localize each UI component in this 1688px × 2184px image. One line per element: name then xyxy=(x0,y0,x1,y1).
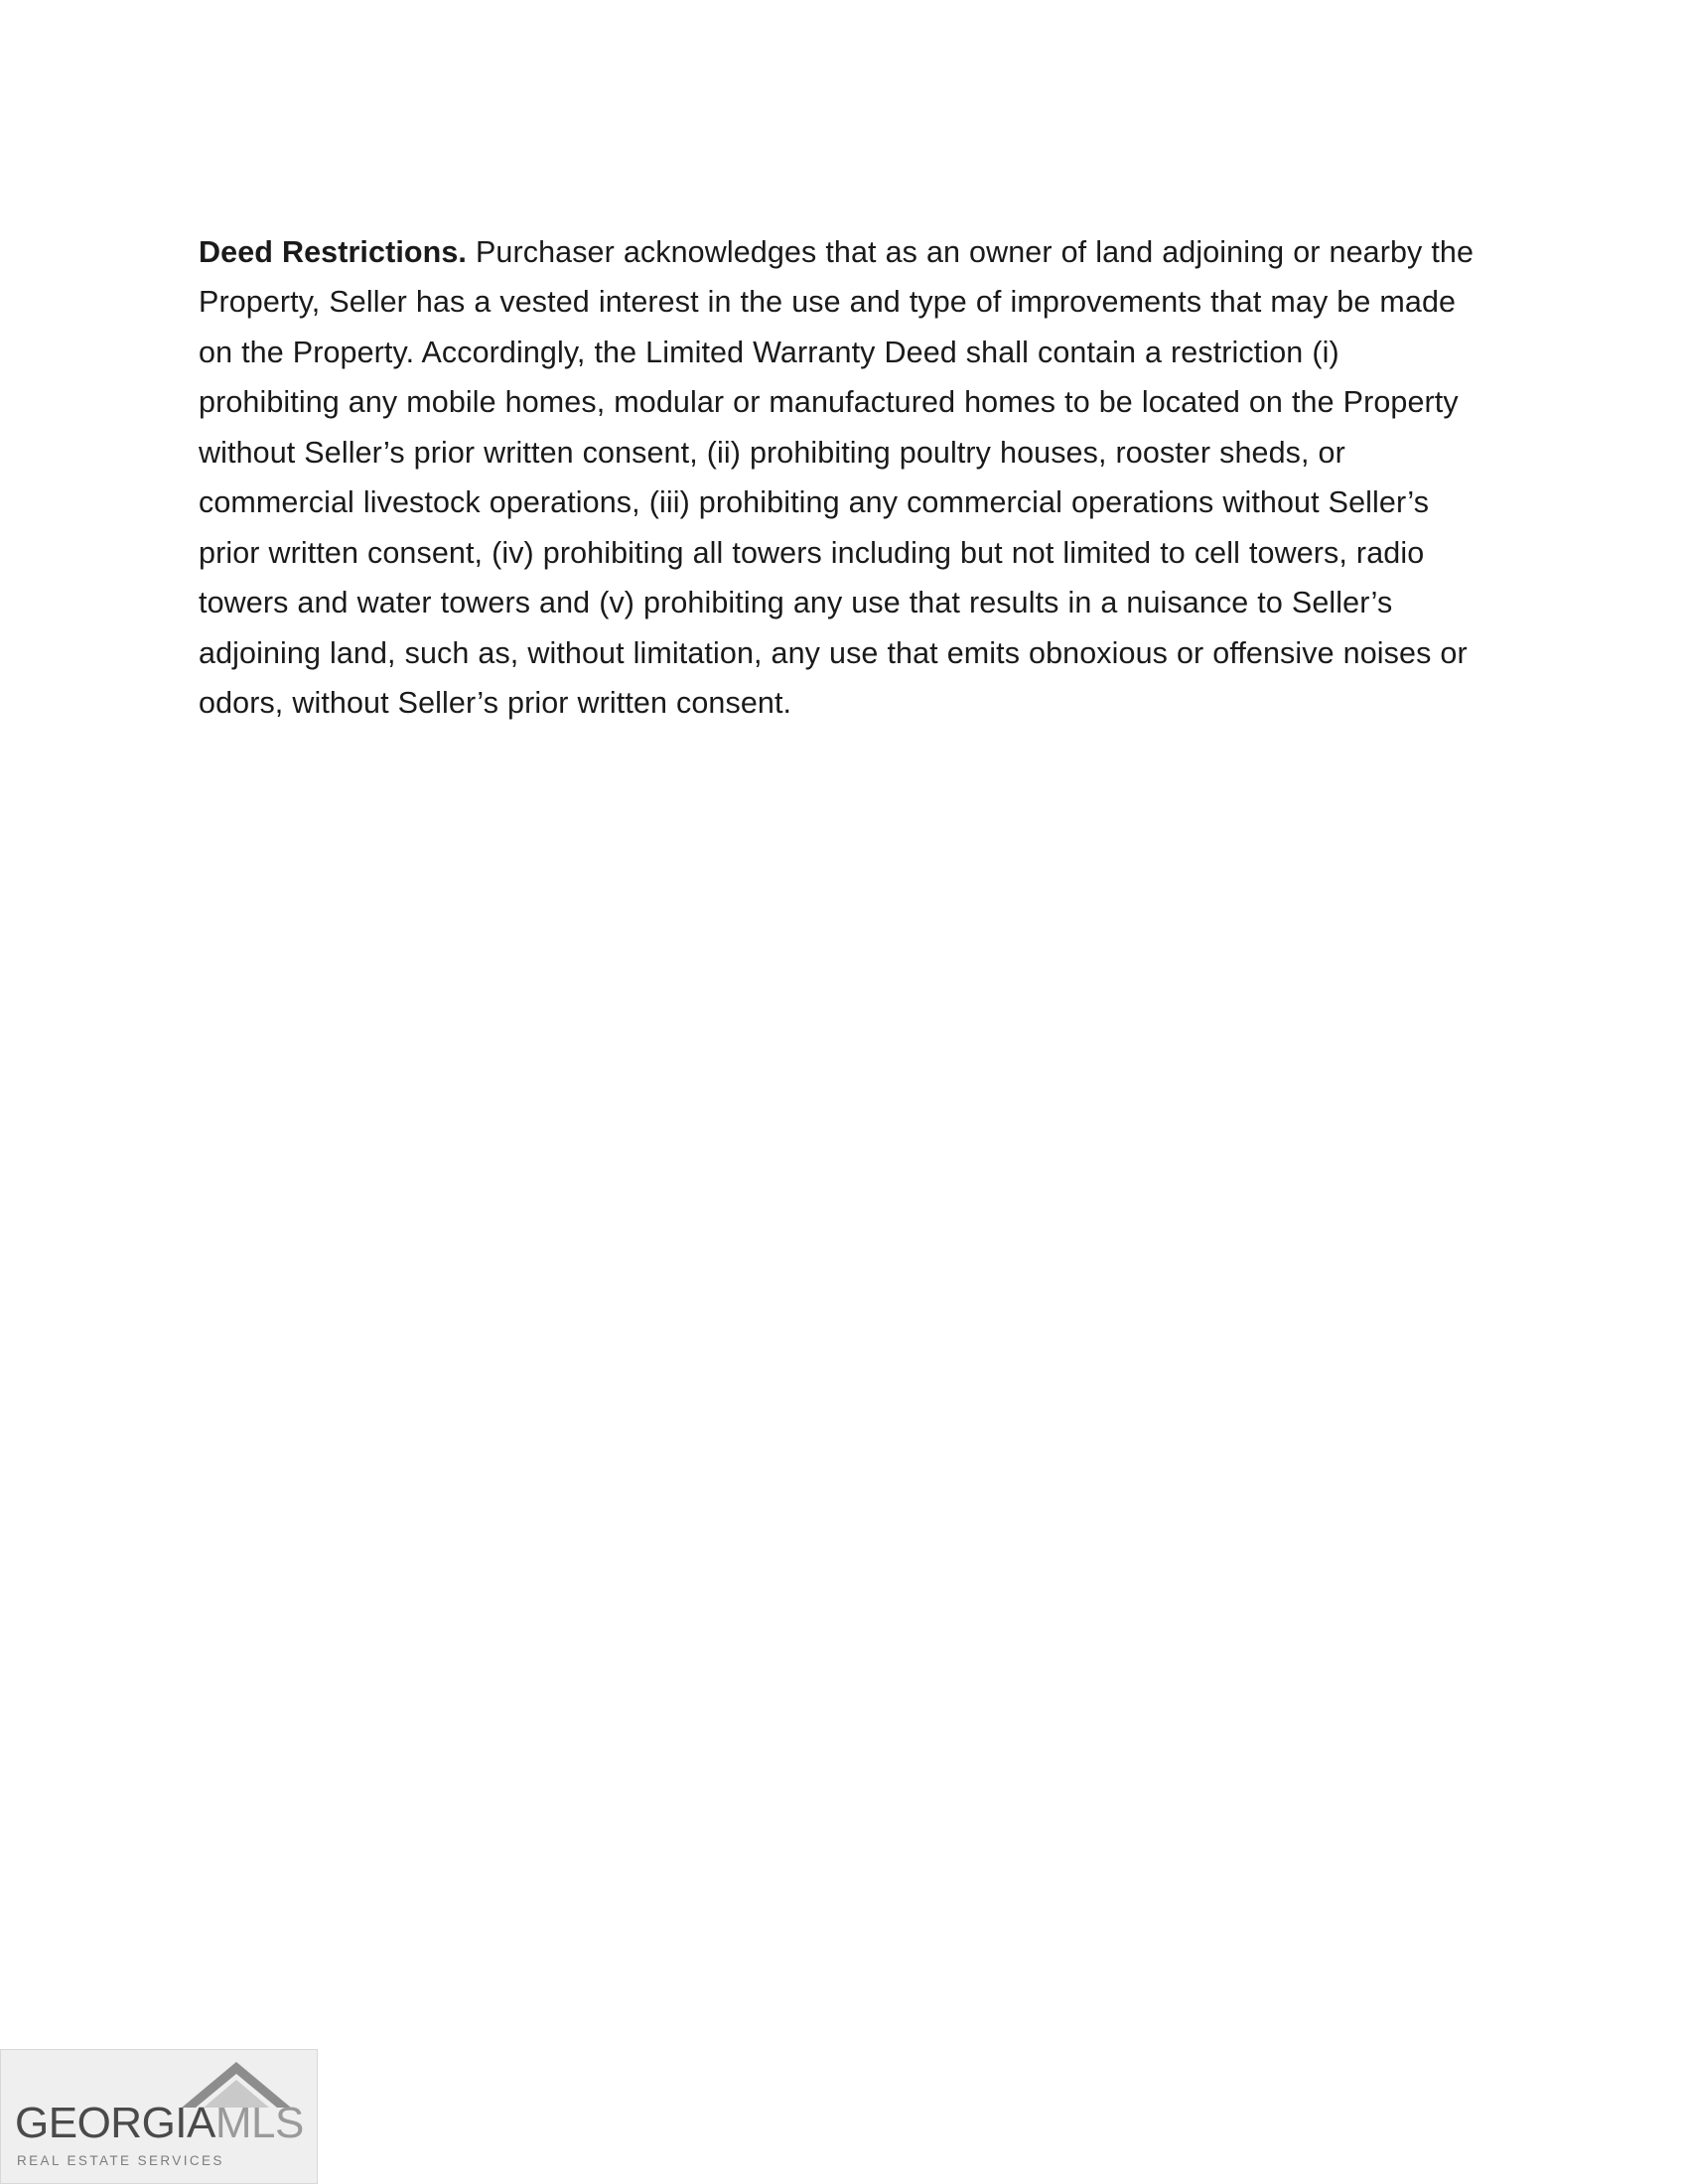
paragraph-lead-label: Deed Restrictions. xyxy=(199,234,467,269)
paragraph-text: Purchaser acknowledges that as an owner of land adjoining or nearby the Property, Seller has a vested interest in the use and type of improvements that may be made on the Property. Accordingly, the Limited Warranty Deed shall contain a restriction (i) prohibiting any mobile homes, modular or manufactured homes to be located on the Property without Seller’s prior written consent, (ii) prohibiting poultry houses, rooster sheds, or commercial livestock operations, (iii) prohibiting any commercial operations without Seller’s prior written consent, (iv) prohibiting all towers including but not limited to cell towers, radio towers and water towers and (v) prohibiting any use that results in a nuisance to Seller’s adjoining land, such as, without limitation, any use that emits obnoxious or offensive noises or odors, without Seller’s prior written consent. xyxy=(199,234,1475,720)
logo-brand-first: GEORGIA xyxy=(15,2099,215,2147)
deed-restrictions-paragraph xyxy=(199,227,1479,729)
logo-wordmark xyxy=(15,2099,304,2147)
georgia-mls-logo xyxy=(0,2049,318,2184)
logo-tagline: REAL ESTATE SERVICES xyxy=(17,2153,224,2168)
logo-brand-second: MLS xyxy=(214,2099,304,2147)
document-body xyxy=(199,197,1479,758)
